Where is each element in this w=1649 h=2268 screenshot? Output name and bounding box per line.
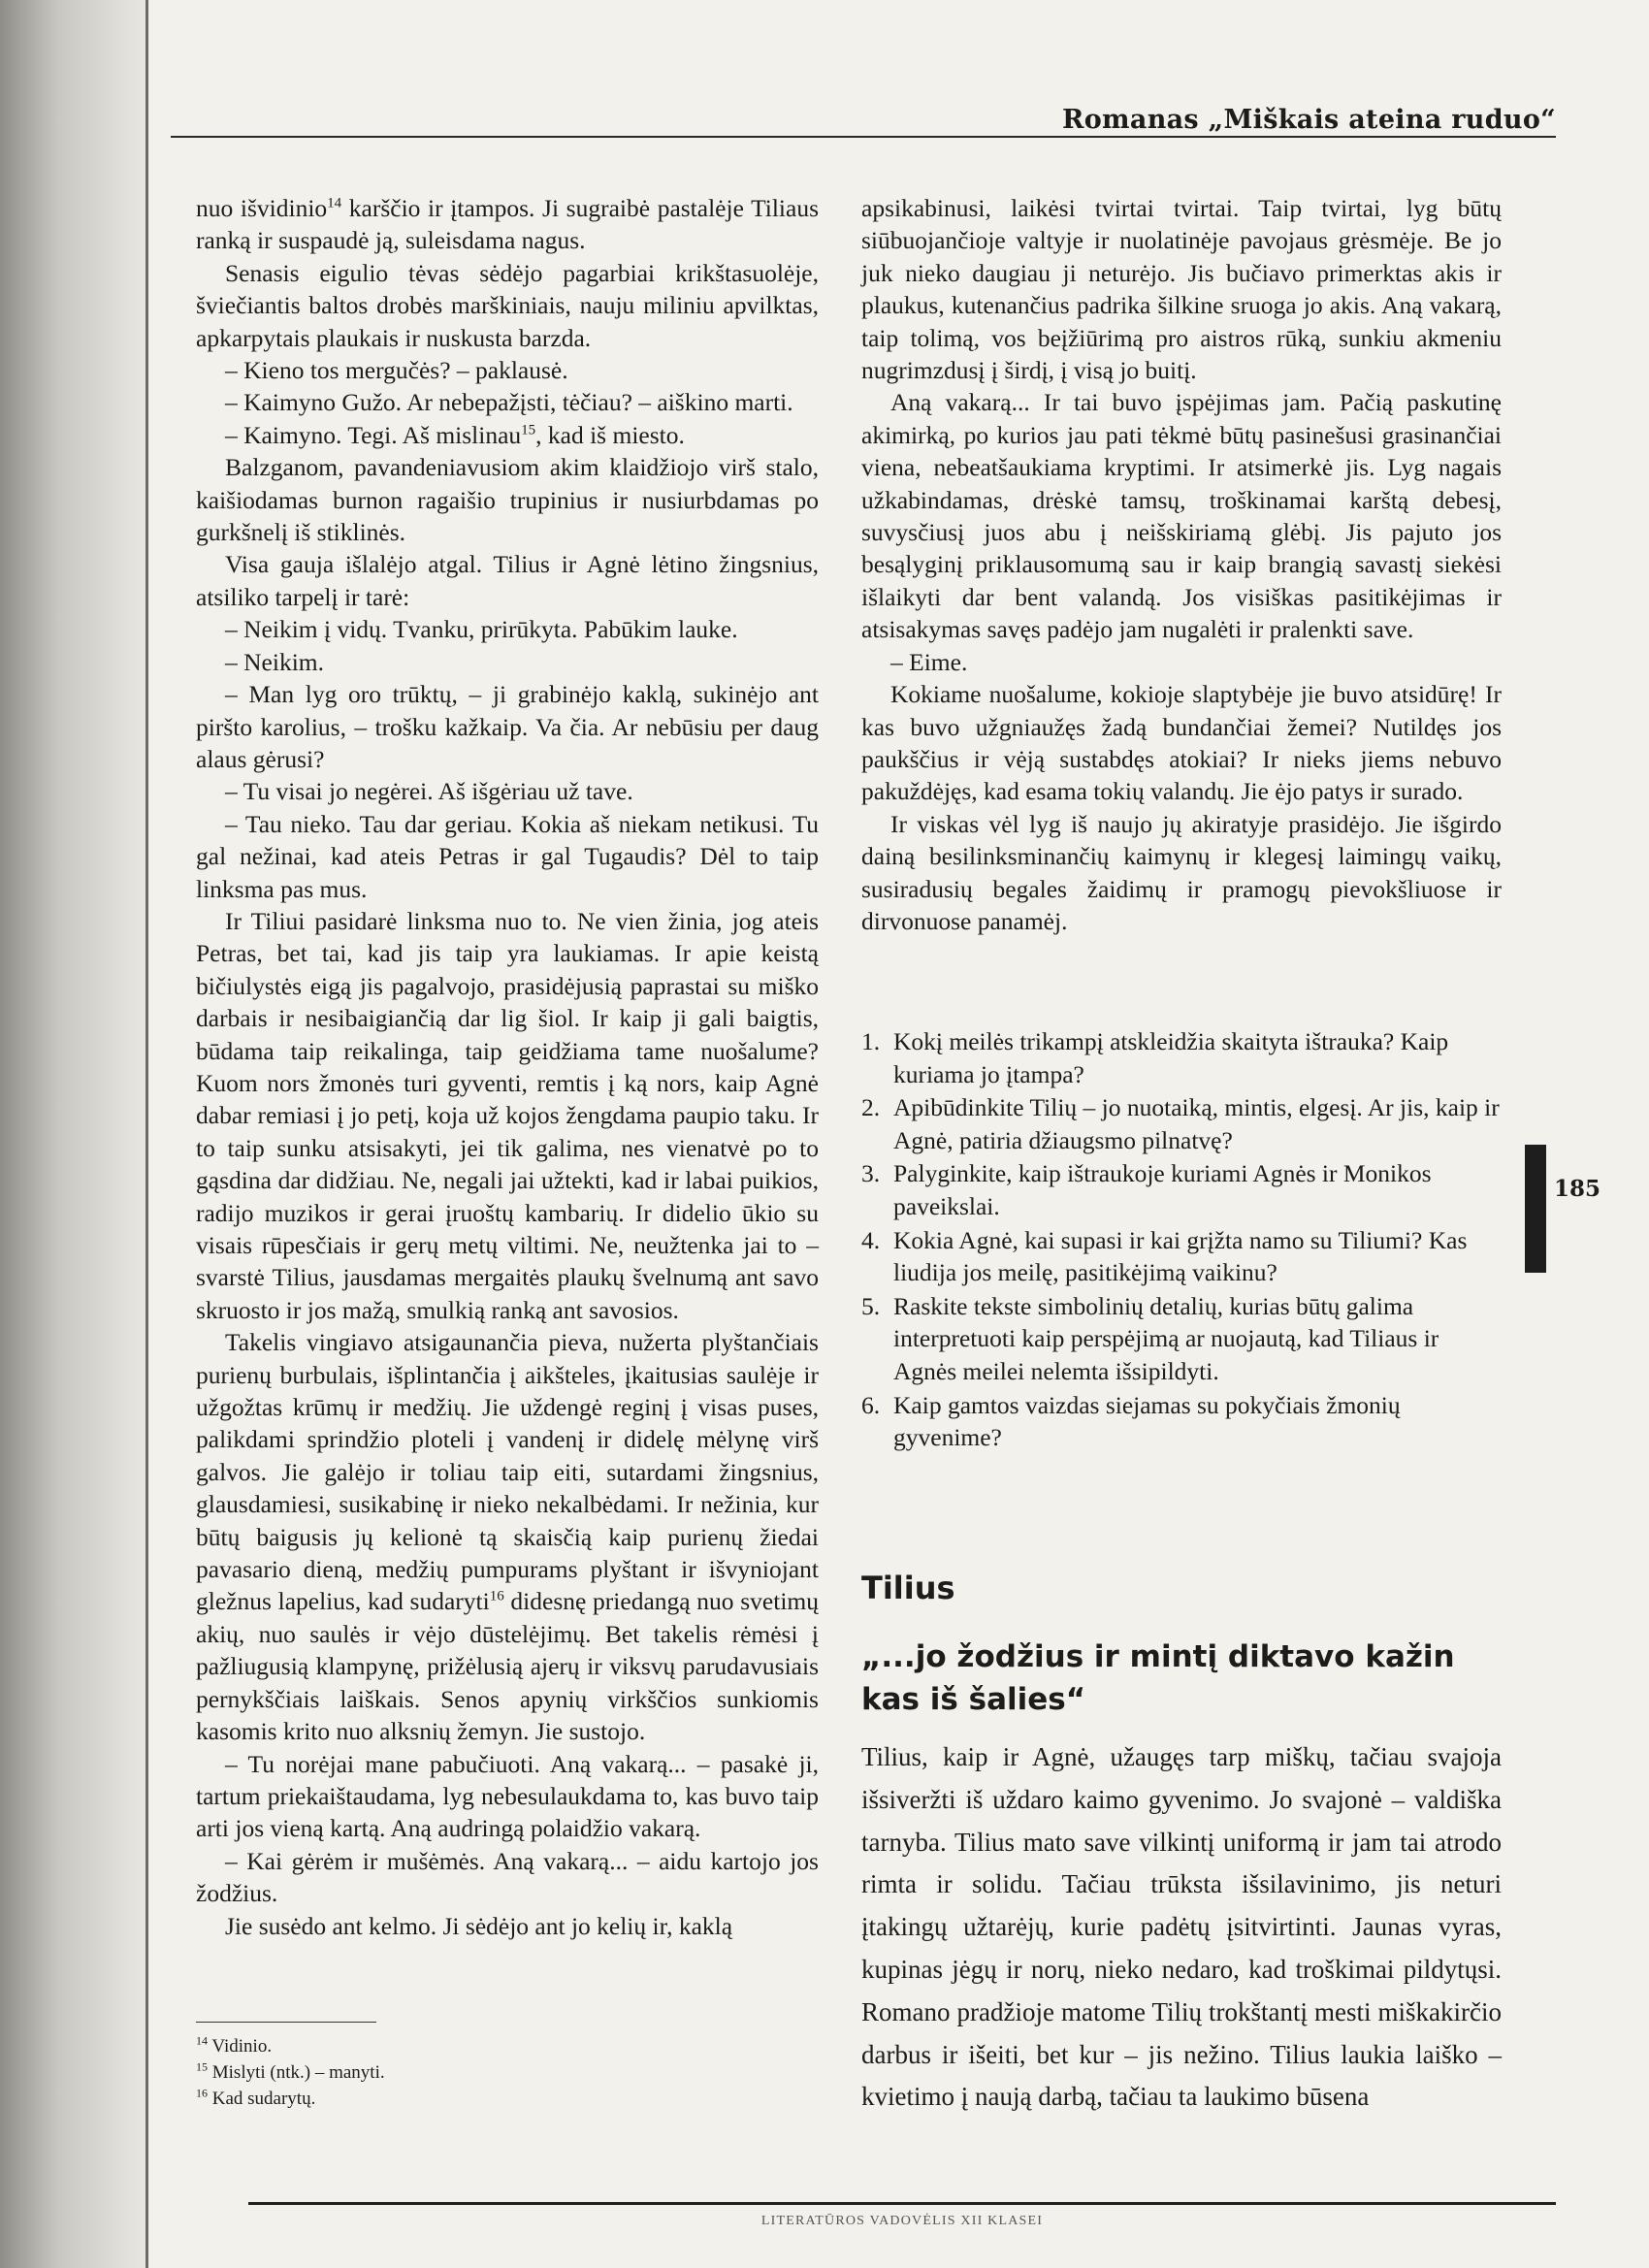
paragraph-text: – Eime. xyxy=(890,647,968,676)
footnote-marker: 14 xyxy=(327,195,342,211)
paragraph-text: nuo išvidinio xyxy=(196,194,328,222)
paragraph-text: didesnę priedangą nuo svetimų akių, nuo saulės ir vėjo dūstelėjimų. Bet takelis rėmėsi į pažliugusią klampynę, prižėlusią ajerų ir viksvų parudavusiais pernykščiais laiškais. Senos apynių virkščios sunkiomis kasomis krito nuo alksnių žemyn. Jie sustojo. xyxy=(196,1587,820,1746)
footnote-marker: 16 xyxy=(489,1588,504,1604)
paragraph-text: – Tu visai jo negėrei. Aš išgėriau už tave. xyxy=(225,777,633,806)
footnote-text: Mislyti (ntk.) – manyti. xyxy=(208,2062,385,2083)
footnote-divider xyxy=(196,2022,376,2023)
paragraph xyxy=(196,386,819,418)
question-item xyxy=(861,1389,1502,1454)
footnote-number: 14 xyxy=(196,2033,208,2048)
paragraph-text: – Neikim į vidų. Tvanku, prirūkyta. Pabūkim lauke. xyxy=(225,615,738,644)
paragraph xyxy=(861,646,1502,678)
question-text: Raskite tekste simbolinių detalių, kurias būtų galima interpretuoti kaip perspėjimą ar nuojautą, kad Tiliaus ir Agnės meilei nelemta išsipildyti. xyxy=(893,1291,1439,1385)
question-item xyxy=(861,1290,1502,1388)
paragraph xyxy=(196,775,819,807)
paragraph xyxy=(196,808,819,905)
paragraph-text: Ir viskas vėl lyg iš naujo jų akiratyje prasidėjo. Jie išgirdo dainą besilinksminančių kaimynų ir klegesį laimingų vaikų, susiradusių begales žaidimų ir pramogų pievokšliuose ir dirvonuose panamėj. xyxy=(861,809,1502,935)
footer-rule xyxy=(248,2202,1556,2205)
paragraph-text: , kad iš miesto. xyxy=(535,420,685,449)
question-text: Kaip gamtos vaizdas siejamas su pokyčiais žmonių gyvenime? xyxy=(893,1390,1401,1452)
paragraph-text: Balzganom, pavandeniavusiom akim klaidžiojo virš stalo, kaišiodamas burnon ragaišio trupinius ir nusiurbdamas po gurkšnelį iš stiklinės. xyxy=(196,453,819,547)
paragraph-text: karščio ir įtampos. Ji sugraibė pastalėje Tiliaus ranką ir suspaudė ją, suleisdama nagus. xyxy=(196,194,819,255)
chapter-tab xyxy=(1525,1145,1546,1273)
footnote-marker: 15 xyxy=(521,422,536,438)
question-number: 2. xyxy=(861,1093,881,1122)
paragraph-text: – Kieno tos mergučės? – paklausė. xyxy=(225,356,568,385)
paragraph-text: Visa gauja išlalėjo atgal. Tilius ir Agnė lėtino žingsnius, atsiliko tarpelį ir tarė: xyxy=(196,550,819,611)
paragraph xyxy=(196,1910,819,1942)
footnote-number: 16 xyxy=(196,2086,208,2100)
paragraph xyxy=(196,548,819,613)
paragraph-text: – Kaimyno Gužo. Ar nebepažįsti, tėčiau? – aiškino marti. xyxy=(225,388,793,417)
question-number: 4. xyxy=(861,1225,881,1254)
left-text-column xyxy=(196,192,819,1942)
paragraph xyxy=(861,386,1502,645)
section-title: Tilius xyxy=(861,1570,955,1606)
question-text: Kokia Agnė, kai supasi ir kai grįžta namo su Tiliumi? Kas liudija jos meilę, pasitikėjimą vaikinu? xyxy=(893,1225,1468,1287)
paragraph-text: Jie susėdo ant kelmo. Ji sėdėjo ant jo kelių ir, kaklą xyxy=(225,1911,733,1940)
paragraph-text: – Kai gėrėm ir mušėmės. Aną vakarą... – aidu kartojo jos žodžius. xyxy=(196,1846,819,1908)
paragraph-text: apsikabinusi, laikėsi tvirtai tvirtai. Taip tvirtai, lyg būtų siūbuojančioje valtyje ir nuolatinėje pavojaus grėsmėje. Be jo juk nieko daugiau ji neturėjo. Jis bučiavo primerktas akis ir plaukus, kutenančius padrika šilkine sruoga jo akis. Aną vakarą, taip tolimą, vos beįžiūrimą pro aistros rūką, sunkiu akmeniu nugrimzdusį į širdį, į visą jo buitį. xyxy=(861,194,1502,385)
header-rule xyxy=(171,136,1556,138)
page-number: 185 xyxy=(1554,1176,1601,1202)
question-text: Kokį meilės trikampį atskleidžia skaityta ištrauka? Kaip kuriama jo įtampa? xyxy=(893,1027,1449,1088)
footnotes xyxy=(196,2033,385,2112)
paragraph xyxy=(196,1748,819,1845)
question-text: Palyginkite, kaip ištraukoje kuriami Agnės ir Monikos paveikslai. xyxy=(893,1159,1432,1220)
paragraph-text: Ir Tiliui pasidarė linksma nuo to. Ne vien žinia, jog ateis Petras, bet tai, kad jis taip yra laukiamas. Ir apie keistą bičiulystės eigą jis pagalvojo, prasidėjusią paprastai su miško darbais ir nesibaigiančią dar lig šiol. Ir kaip ji gali baigtis, būdama taip reikalinga, taip geidžiama tame nuošalume? Kuom nors žmonės turi gyventi, remtis į ką nors, kaip Agnė dabar remiasi į jo petį, koja už kojos žengdama paupio taku. Ir to taip sunku atsisakyti, jei tik galima, nes vienatvė po to gąsdina dar didžiau. Ne, negali jai užtekti, kad ir labai puikios, radijo muzikos ir gerai įruoštų kambarių. Ir didelio ūkio su visais rūpesčiais ir gerų metų viltimi. Ne, neužtenka jai to – svarstė Tilius, jausdamas mergaitės plaukų švelnumą ant savo skruosto ir jos mažą, smulkią ranką ant savosios. xyxy=(196,906,819,1324)
paragraph-text: – Kaimyno. Tegi. Aš mislinau xyxy=(225,420,522,449)
paragraph xyxy=(196,1326,819,1747)
question-number: 5. xyxy=(861,1291,881,1320)
paragraph xyxy=(196,419,819,451)
paragraph xyxy=(196,613,819,645)
section-body: Tilius, kaip ir Agnė, užaugęs tarp miškų, tačiau svajoja išsiveržti iš uždaro kaimo gyvenimo. Jo svajonė – valdiška tarnyba. Tilius mato save vilkintį uniformą ir jam tai atrodo rimta ir solidu. Tačiau trūksta išsilavinimo, jis neturi įtakingų užtarėjų, kurie padėtų įsitvirtinti. Jaunas vyras, kupinas jėgų ir norų, nieko nedaro, kad troškimai pildytųsi. Romano pradžioje matome Tilių trokštantį mesti miškakirčio darbus ir išeiti, bet kur – jis nežino. Tilius laukia laiško – kvietimo į naują darbą, tačiau ta laukimo būsena xyxy=(861,1742,1502,2112)
paragraph xyxy=(861,192,1502,386)
paragraph xyxy=(196,678,819,775)
question-item xyxy=(861,1157,1502,1222)
paragraph xyxy=(861,678,1502,808)
footnote xyxy=(196,2033,385,2059)
question-item xyxy=(861,1091,1502,1156)
page-gutter xyxy=(146,0,148,2268)
footnote-text: Vidinio. xyxy=(208,2036,273,2057)
footnote xyxy=(196,2059,385,2086)
question-list xyxy=(861,1025,1502,1455)
footnote-text: Kad sudarytų. xyxy=(208,2089,316,2109)
paragraph-text: Takelis vingiavo atsigaunančia pieva, nužerta plyštančiais purienų burbulais, išplintančia į aikšteles, įkaitusias saulėje ir užgožtas krūmų ir medžių. Jie uždengė reginį į visas puses, palikdami sprindžio ploteli į vandenį ir didelę mėlynę virš galvos. Jie galėjo ir toliau taip eiti, sutardami žingsnius, glausdamiesi, susikabinę ir nieko nekalbėdami. Ir nežinia, kur būtų baigusis jų kelionė tą skaisčią kaip purienų žiedai pavasario dieną, medžių pumpurams plyštant ir išvyniojant gležnus lapelius, kad sudaryti xyxy=(196,1328,819,1616)
paragraph-text: Kokiame nuošalume, kokioje slaptybėje jie buvo atsidūrę! Ir kas buvo užgniaužęs žadą bundančiai žemei? Nutildęs jos paukščius ir vėją sustabdęs atokiai? Ir nieks jiems nebuvo pakuždėjęs, kad esama tokių valandų. Jie ėjo patys ir surado. xyxy=(861,680,1502,806)
paragraph xyxy=(861,808,1502,938)
running-header: Romanas „Miškais ateina ruduo“ xyxy=(1061,105,1556,135)
paragraph xyxy=(196,905,819,1326)
paragraph xyxy=(196,646,819,678)
paragraph xyxy=(196,354,819,386)
paragraph-text: – Tau nieko. Tau dar geriau. Kokia aš niekam netikusi. Tu gal nežinai, kad ateis Petras ir gal Tugaudis? Dėl to taip linksma pas mus. xyxy=(196,809,819,903)
question-item xyxy=(861,1025,1502,1090)
paragraph-text: Aną vakarą... Ir tai buvo įspėjimas jam. Pačią paskutinę akimirką, po kurios jau pati tėkmė būtų pasinešusi grasinančiai viena, nebeatšaukiama kryptimi. Ir atsimerkė jis. Lyg nagais užkabindamas, drėskė tamsų, troškinamai karštą debesį, suvysčiusį juos abu į neišskiriamą glėbį. Jis pajuto jos besąlyginį priklausomumą sau ir kaip brangią savastį siekėsi išlaikyti dar bent valandą. Jos visiškas pasitikėjimas ir atsisakymas savęs padėjo jam nugalėti ir pralenkti save. xyxy=(861,388,1502,644)
paragraph-text: – Tu norėjai mane pabučiuoti. Aną vakarą... – pasakė ji, tartum priekaištaudama, lyg nebesulaukdama to, kas buvo taip arti jos vieną kartą. Aną audringą polaidžio vakarą. xyxy=(196,1749,819,1843)
question-number: 3. xyxy=(861,1159,881,1188)
paragraph-text: – Neikim. xyxy=(225,647,324,676)
paragraph xyxy=(196,1845,819,1910)
question-number: 6. xyxy=(861,1390,881,1419)
footnote xyxy=(196,2086,385,2112)
footnote-number: 15 xyxy=(196,2059,208,2074)
paragraph-text: Senasis eigulio tėvas sėdėjo pagarbiai krikštasuolėje, šviečiantis baltos drobės marškiniais, nauju miliniu apvilktas, apkarpytais plaukais ir nuskusta barzda. xyxy=(196,258,819,352)
question-number: 1. xyxy=(861,1027,881,1055)
question-text: Apibūdinkite Tilių – jo nuotaiką, mintis, elgesį. Ar jis, kaip ir Agnė, patiria džiaugsmo pilnatvę? xyxy=(893,1093,1500,1154)
footer-book-title: LITERATŪROS VADOVĖLIS XII KLASEI xyxy=(760,2214,1044,2228)
paragraph xyxy=(196,451,819,548)
paragraph xyxy=(196,257,819,354)
question-item xyxy=(861,1224,1502,1289)
paragraph-text: – Man lyg oro trūktų, – ji grabinėjo kaklą, sukinėjo ant piršto karolius, – trošku kažkaip. Va čia. Ar nebūsiu per daug alaus gėrusi? xyxy=(196,680,819,773)
section-subtitle: „...jo žodžius ir mintį diktavo kažin kas iš šalies“ xyxy=(861,1639,1455,1717)
paragraph xyxy=(196,192,819,257)
facing-page-edge xyxy=(0,0,146,2268)
right-text-column xyxy=(861,192,1502,937)
